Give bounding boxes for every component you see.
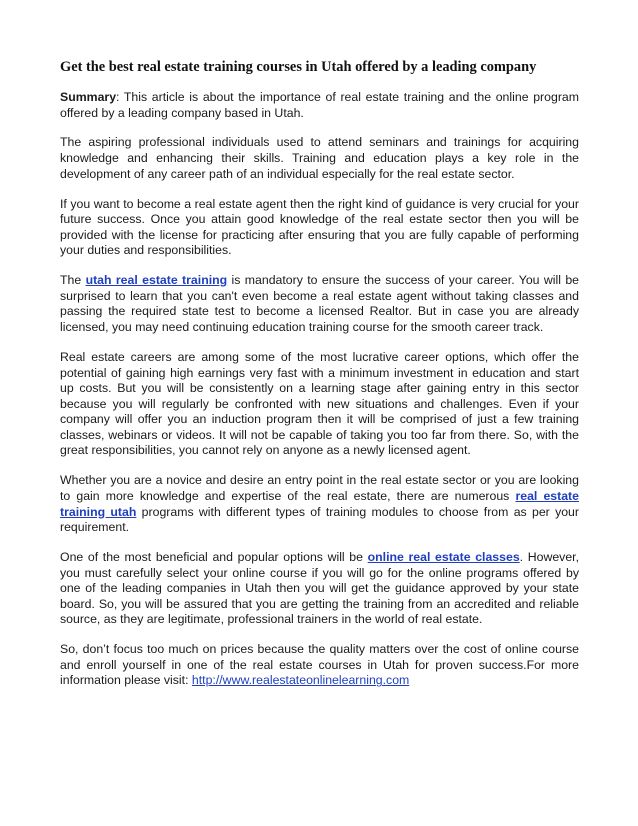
paragraph-5 — [60, 473, 579, 535]
summary-text: : This article is about the importance of real estate training and the online program offered by a leading company based in Utah. — [60, 90, 579, 120]
paragraph-6-pre: One of the most beneficial and popular options will be — [60, 550, 368, 565]
paragraph-2: If you want to become a real estate agent then the right kind of guidance is very crucial for your future success. Once you attain good knowledge of the real estate sector then you will be provided with the license for practicing after ensuring that you are fully capable of performing your duties and responsibilities. — [60, 196, 579, 258]
paragraph-5-pre: Whether you are a novice and desire an entry point in the real estate sector or you are looking to gain more knowledge and expertise of the real estate, there are numerous — [60, 473, 579, 503]
paragraph-3 — [60, 273, 579, 335]
article-body — [60, 58, 579, 689]
summary-label: Summary — [60, 90, 117, 104]
online-real-estate-classes-link[interactable]: online real estate classes — [367, 550, 520, 565]
paragraph-3-post: is mandatory to ensure the success of your career. You will be surprised to learn that you can't even become a real estate agent without taking classes and passing the required state test to become a licensed Realtor. But in case you are already licensed, you may need continuing education training course for the smooth career track. — [60, 273, 580, 335]
paragraph-4: Real estate careers are among some of the most lucrative career options, which offer the potential of gaining high earnings very fast with a minimum investment in education and start up costs. But you will be consistently on a learning stage after gaining entry in this sector because you will regularly be confronted with new situations and challenges. Even if your company will offer you an induction program then it will be comprised of just a few training classes, webinars or videos. It will not be capable of taking you too far from there. So, with the great responsibilities, you cannot rely on anyone as a newly licensed agent. — [60, 349, 579, 458]
paragraph-3-pre: The — [60, 273, 86, 288]
article-title: Get the best real estate training courses in Utah offered by a leading company — [60, 59, 537, 75]
paragraph-6 — [60, 550, 579, 628]
paragraph-5-post: programs with different types of training modules to choose from as per your requirement. — [60, 504, 579, 535]
paragraph-7 — [60, 642, 579, 689]
real-estate-training-utah-link[interactable]: real estate training utah — [60, 488, 579, 519]
paragraph-1: The aspiring professional individuals used to attend seminars and trainings for acquiring knowledge and enhancing their skills. Training and education plays a key role in the development of any career path of an individual especially for the real estate sector. — [60, 135, 579, 181]
utah-real-estate-training-link[interactable]: utah real estate training — [85, 273, 228, 288]
summary-paragraph — [60, 90, 579, 121]
paragraph-6-post: . However, you must carefully select your online course if you will go for the online programs offered by one of the leading companies in Utah then you will get the guidance approved by your state board. So, you will be assured that you are getting the training from an accredited and reliable source, as they are legitimate, professional trainers in the world of real estate. — [60, 550, 579, 627]
website-url-link[interactable]: http://www.realestateonlinelearning.com — [191, 673, 410, 688]
paragraph-7-pre: So, don’t focus too much on prices because the quality matters over the cost of online course and enroll yourself in one of the real estate courses in Utah for proven success.For more information please visit: — [60, 642, 579, 688]
